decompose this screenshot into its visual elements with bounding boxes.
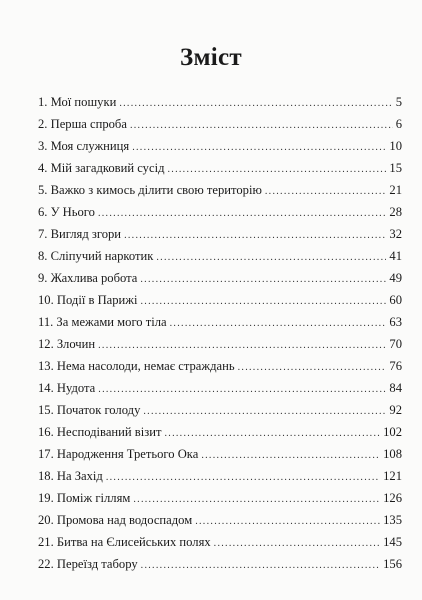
toc-entry-12 — [38, 333, 402, 355]
toc-entry-title: 8. Сліпучий наркотик — [38, 249, 154, 263]
toc-entry-page: 15 — [389, 161, 402, 175]
toc-entry-title: 17. Народження Третього Ока — [38, 447, 199, 461]
toc-entry-page: 156 — [383, 557, 402, 571]
toc-entry-title: 16. Несподіваний візит — [38, 425, 162, 439]
toc-entry-page: 126 — [383, 491, 402, 505]
toc-entry-page: 102 — [383, 425, 402, 439]
toc-entry-page: 28 — [389, 205, 402, 219]
toc-entry-title: 7. Вигляд згори — [38, 227, 122, 241]
toc-entry-page: 108 — [383, 447, 402, 461]
toc-entry-page: 10 — [389, 139, 402, 153]
toc-entry-page: 32 — [389, 227, 402, 241]
toc-entry-title: 9. Жахлива робота — [38, 271, 138, 285]
toc-leader-dots — [214, 533, 380, 555]
toc-entry-4 — [38, 157, 402, 179]
toc-entry-title: 13. Нема насолоди, немає страждань — [38, 359, 235, 373]
toc-leader-dots — [195, 511, 380, 533]
toc-leader-dots — [238, 357, 387, 379]
toc-leader-dots — [141, 555, 380, 577]
toc-entry-page: 5 — [395, 95, 402, 109]
toc-entry-page: 60 — [389, 293, 402, 307]
toc-leader-dots — [133, 489, 380, 511]
toc-entry-title: 5. Важко з кимось ділити свою територію — [38, 183, 262, 197]
toc-entry-title: 18. На Захід — [38, 469, 103, 483]
toc-leader-dots — [141, 291, 387, 313]
toc-leader-dots — [156, 247, 386, 269]
page-title: Зміст — [179, 44, 243, 71]
toc-leader-dots — [164, 423, 380, 445]
toc-entry-9 — [38, 267, 402, 289]
toc-entry-8 — [38, 245, 402, 267]
toc-entry-11 — [38, 311, 402, 333]
toc-entry-5 — [38, 179, 402, 201]
toc-entry-page: 41 — [389, 249, 402, 263]
toc-entry-2 — [38, 113, 402, 135]
toc-entry-7 — [38, 223, 402, 245]
toc-entry-17 — [38, 443, 402, 465]
toc-entry-14 — [38, 377, 402, 399]
toc-leader-dots — [98, 335, 386, 357]
toc-entry-15 — [38, 399, 402, 421]
toc-entry-page: 49 — [389, 271, 402, 285]
toc-entry-1 — [38, 91, 402, 113]
toc-entry-19 — [38, 487, 402, 509]
toc-leader-dots — [119, 93, 392, 115]
toc-entry-title: 19. Поміж гіллям — [38, 491, 131, 505]
toc-entry-page: 135 — [383, 513, 402, 527]
toc-entry-title: 3. Моя служниця — [38, 139, 130, 153]
toc-entry-title: 4. Мій загадковий сусід — [38, 161, 165, 175]
toc-entry-20 — [38, 509, 402, 531]
toc-entry-page: 70 — [389, 337, 402, 351]
toc-entry-page: 92 — [389, 403, 402, 417]
toc-entry-title: 10. Події в Парижі — [38, 293, 138, 307]
toc-entry-page: 6 — [395, 117, 402, 131]
toc-entry-title: 20. Промова над водоспадом — [38, 513, 193, 527]
toc-entry-13 — [38, 355, 402, 377]
toc-leader-dots — [140, 269, 386, 291]
toc-leader-dots — [201, 445, 380, 467]
toc-leader-dots — [130, 115, 393, 137]
toc-entry-title: 1. Мої пошуки — [38, 95, 117, 109]
toc-entry-page: 121 — [383, 469, 402, 483]
toc-entry-title: 11. За межами мого тіла — [38, 315, 167, 329]
toc-entry-page: 21 — [389, 183, 402, 197]
toc-entry-16 — [38, 421, 402, 443]
toc-entry-title: 21. Битва на Єлисейських полях — [38, 535, 211, 549]
toc-leader-dots — [124, 225, 386, 247]
toc-entry-3 — [38, 135, 402, 157]
toc-entry-title: 14. Нудота — [38, 381, 96, 395]
toc-entry-21 — [38, 531, 402, 553]
toc-leader-dots — [170, 313, 387, 335]
toc-leader-dots — [167, 159, 386, 181]
toc-leader-dots — [98, 379, 386, 401]
toc-entry-18 — [38, 465, 402, 487]
toc-leader-dots — [143, 401, 386, 423]
toc-leader-dots — [132, 137, 386, 159]
toc-entry-page: 84 — [389, 381, 402, 395]
table-of-contents — [38, 91, 402, 575]
toc-entry-10 — [38, 289, 402, 311]
toc-entry-page: 63 — [389, 315, 402, 329]
toc-entry-page: 76 — [389, 359, 402, 373]
toc-entry-title: 12. Злочин — [38, 337, 96, 351]
toc-leader-dots — [265, 181, 387, 203]
toc-entry-title: 15. Початок голоду — [38, 403, 141, 417]
toc-entry-22 — [38, 553, 402, 575]
toc-entry-title: 2. Перша спроба — [38, 117, 127, 131]
toc-entry-title: 22. Переїзд табору — [38, 557, 138, 571]
toc-entry-title: 6. У Нього — [38, 205, 95, 219]
toc-leader-dots — [98, 203, 386, 225]
toc-entry-6 — [38, 201, 402, 223]
toc-entry-page: 145 — [383, 535, 402, 549]
toc-leader-dots — [106, 467, 380, 489]
